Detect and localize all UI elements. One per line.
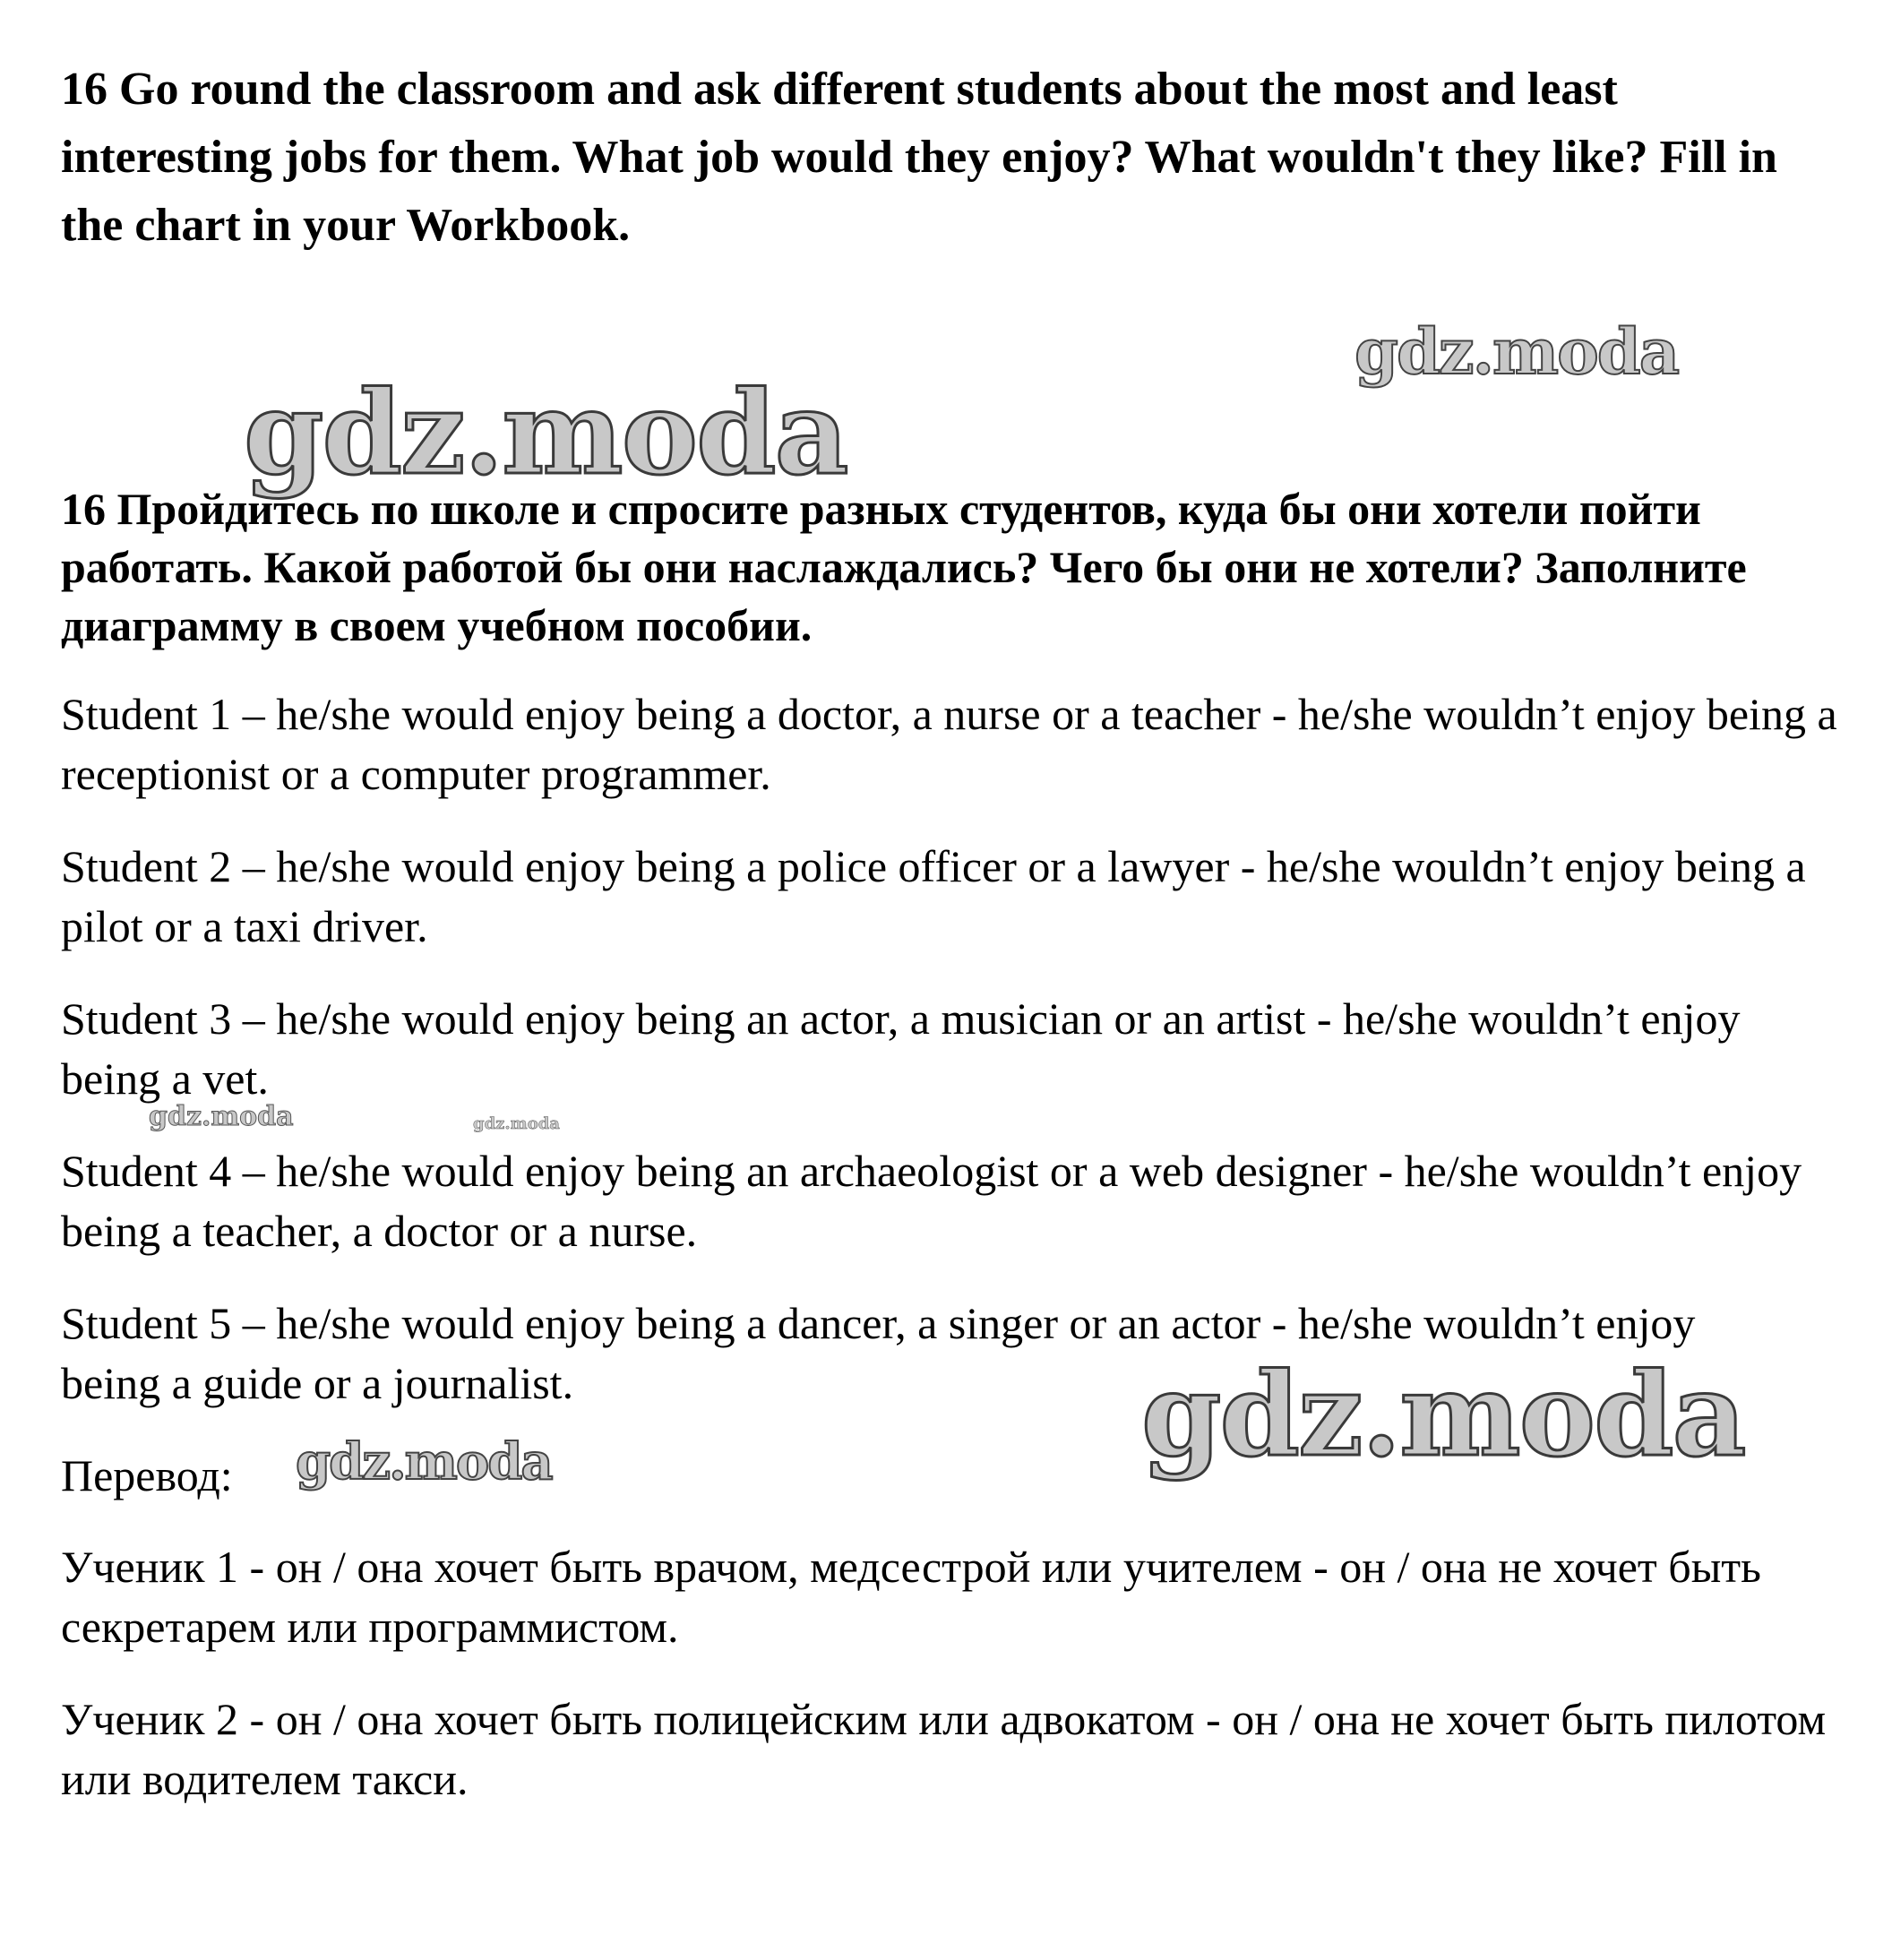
watermark: gdz.moda xyxy=(296,1432,552,1491)
answer-student-1: Student 1 – he/she would enjoy being a doctor, a nurse or a teacher - he/she wouldn’t enjoy being a receptionist or a computer programmer. xyxy=(61,689,1837,799)
answer-student-5: Student 5 – he/she would enjoy being a dancer, a singer or an actor - he/she wouldn’t enjoy being a guide or a journalist. xyxy=(61,1298,1696,1408)
answer-student-3: Student 3 – he/she would enjoy being an actor, a musician or an artist - he/she wouldn’t enjoy being a vet. xyxy=(61,993,1741,1104)
answer-student-2: Student 2 – he/she would enjoy being a police officer or a lawyer - he/she wouldn’t enjoy being a pilot or a taxi driver. xyxy=(61,841,1806,951)
watermark: gdz.moda xyxy=(149,1101,294,1132)
task-heading-ru: 16 Пройдитесь по школе и спросите разных студентов, куда бы они хотели пойти работать. Какой работой бы они наслаждались? Чего бы они не хотели? Заполните диаграмму в своем учебном пособии. xyxy=(61,484,1747,650)
translation-label: Перевод: xyxy=(61,1450,233,1500)
answer-ru-student-1: Ученик 1 - он / она хочет быть врачом, медсестрой или учителем - он / она не хочет быть секретарем или программистом. xyxy=(61,1542,1761,1652)
watermark: gdz.moda xyxy=(244,366,847,501)
watermark: gdz.moda xyxy=(1141,1348,1745,1483)
watermark: gdz.moda xyxy=(473,1114,560,1133)
watermark: gdz.moda xyxy=(1354,314,1679,389)
task-heading-en: 16 Go round the classroom and ask different students about the most and least interesting jobs for them. What job would they enjoy? What wouldn't they like? Fill in the chart in your Workbook. xyxy=(61,64,1777,251)
answer-ru-student-2: Ученик 2 - он / она хочет быть полицейским или адвокатом - он / она не хочет быть пилотом или водителем такси. xyxy=(61,1694,1827,1804)
answer-student-4: Student 4 – he/she would enjoy being an archaeologist or a web designer - he/she wouldn’t enjoy being a teacher, a doctor or a nurse. xyxy=(61,1146,1802,1256)
